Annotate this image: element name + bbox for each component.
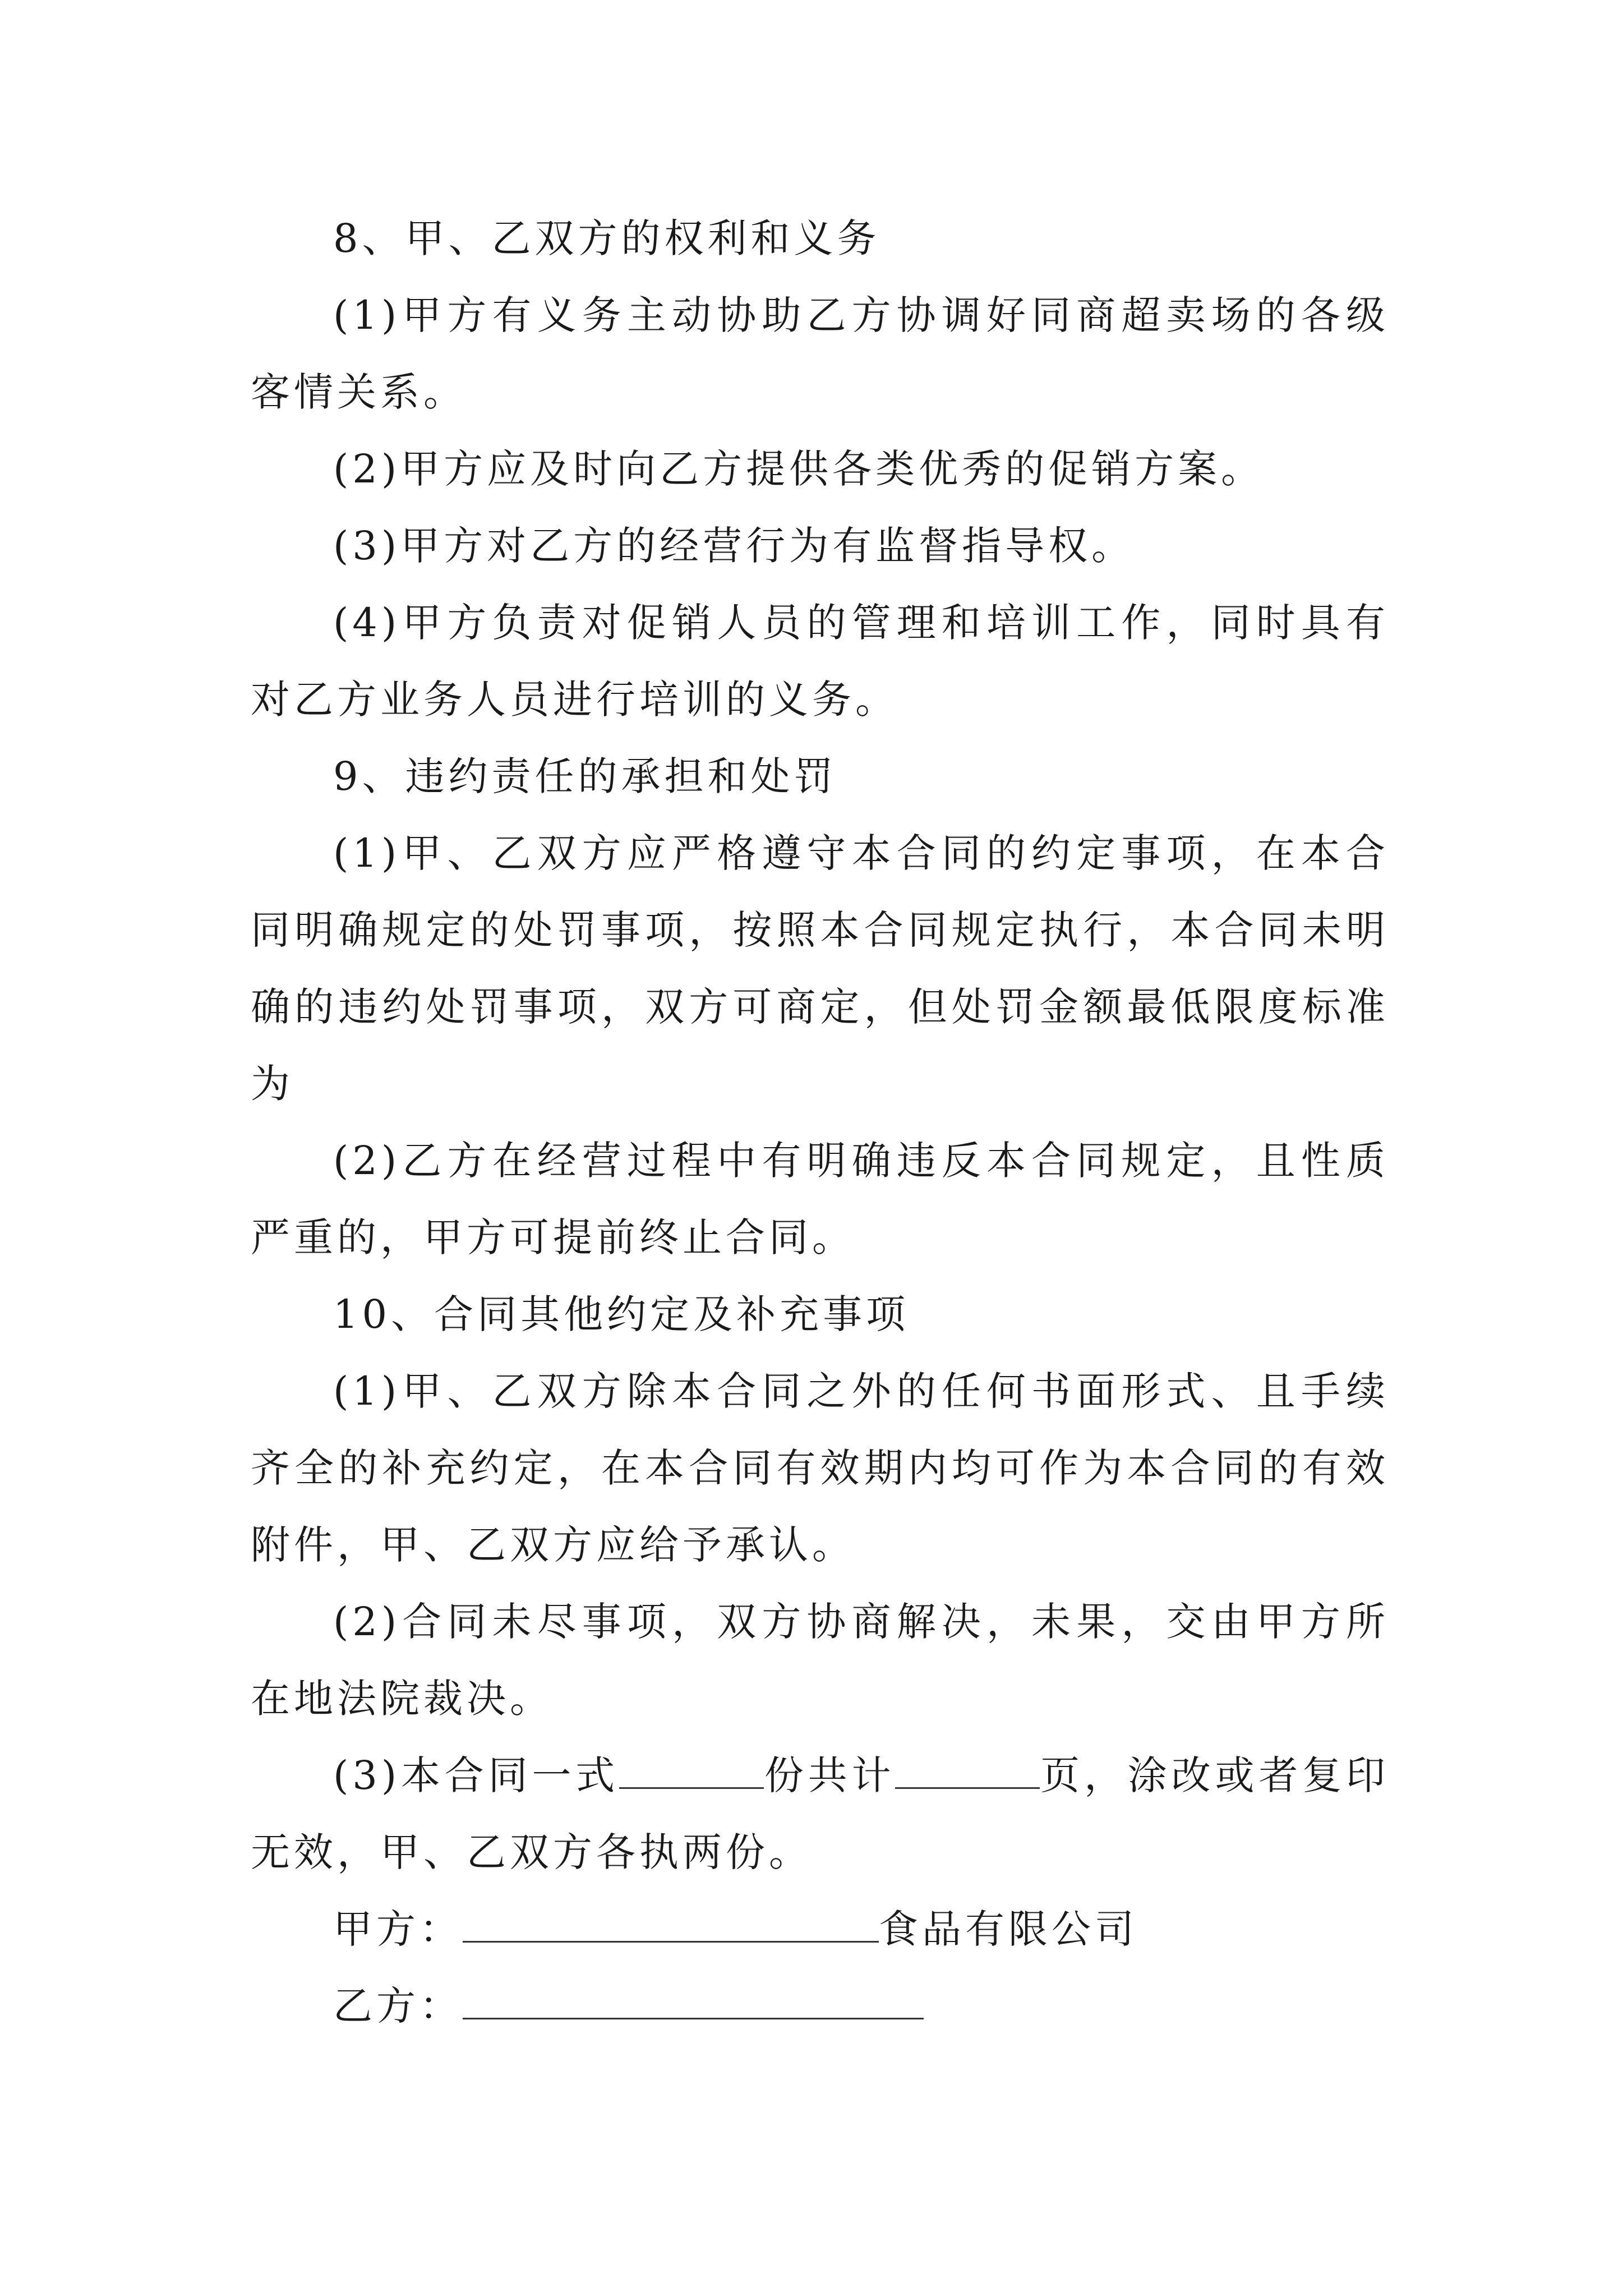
party-a-line bbox=[251, 1891, 1389, 1968]
clause-8-4: (4)甲方负责对促销人员的管理和培训工作，同时具有对乙方业务人员进行培训的义务。 bbox=[251, 600, 1389, 723]
clause-8-3: (3)甲方对乙方的经营行为有监督指导权。 bbox=[333, 523, 1135, 569]
copies-suffix: 页，涂改或者复印无效，甲、乙双方各执两份。 bbox=[251, 1752, 1390, 1875]
section-heading-10: 10、合同其他约定及补充事项 bbox=[333, 1291, 910, 1337]
clause-10-2: (2)合同未尽事项，双方协商解决，未果，交由甲方所在地法院裁决。 bbox=[251, 1599, 1389, 1722]
section-heading-9: 9、违约责任的承担和处罚 bbox=[333, 753, 837, 799]
clause-9-1: (1)甲、乙双方应严格遵守本合同的约定事项，在本合同明确规定的处罚事项，按照本合同规定执行，本合同未明确的违约处罚事项，双方可商定，但处罚金额最低限度标准为 bbox=[251, 830, 1389, 1107]
document-body bbox=[251, 200, 1389, 2045]
party-a-label: 甲方： bbox=[333, 1906, 463, 1952]
party-a-blank[interactable] bbox=[463, 1902, 879, 1943]
clause-9-2: (2)乙方在经营过程中有明确违反本合同规定，且性质严重的，甲方可提前终止合同。 bbox=[251, 1138, 1389, 1260]
section-heading-8: 8、甲、乙双方的权利和义务 bbox=[333, 215, 880, 261]
party-a-suffix: 食品有限公司 bbox=[879, 1906, 1138, 1952]
clause-10-3 bbox=[251, 1737, 1389, 1891]
party-b-label: 乙方： bbox=[333, 1983, 463, 2029]
clause-8-1: (1)甲方有义务主动协助乙方协调好同商超卖场的各级客情关系。 bbox=[251, 292, 1389, 415]
party-b-line bbox=[251, 1968, 1389, 2045]
clause-8-2: (2)甲方应及时向乙方提供各类优秀的促销方案。 bbox=[333, 446, 1265, 492]
copies-prefix: (3)本合同一式 bbox=[333, 1752, 620, 1798]
clause-10-1: (1)甲、乙双方除本合同之外的任何书面形式、且手续齐全的补充约定，在本合同有效期内均可作为本合同的有效附件，甲、乙双方应给予承认。 bbox=[251, 1368, 1389, 1568]
copies-count-blank[interactable] bbox=[619, 1748, 764, 1789]
copies-middle: 份共计 bbox=[764, 1752, 896, 1798]
pages-count-blank[interactable] bbox=[895, 1748, 1040, 1789]
party-b-blank[interactable] bbox=[463, 1978, 924, 2019]
